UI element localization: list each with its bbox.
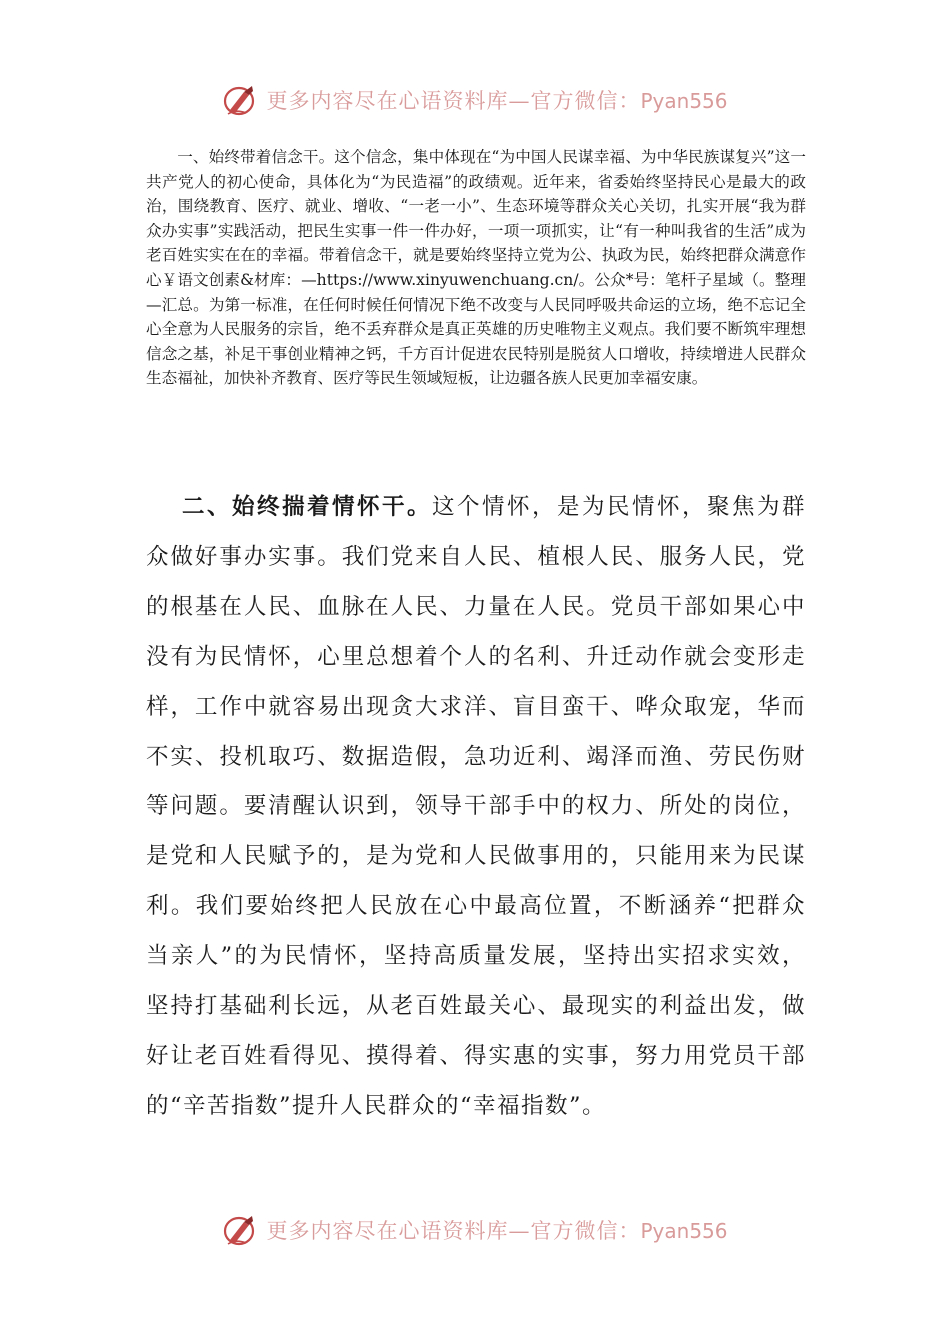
section-2-paragraph (146, 483, 806, 1132)
section-1-paragraph: 一、始终带着信念干。这个信念，集中体现在“为中国人民谋幸福、为中华民族谋复兴”这一共产党人的初心使命，具体化为“为民造福”的政绩观。近年来，省委始终坚持民心是最大的政治，围绕教育、医疗、就业、增收、“一老一小”、生态环境等群众关心关切，扎实开展“我为群众办实事”实践活动，把民生实事一件一件办好，一项一项抓实，让“有一种叫我省的生活”成为老百姓实实在在的幸福。带着信念干，就是要始终坚持立党为公、执政为民，始终把群众满意作心￥语文创素&材库：—https://www.xinyuwenchuang.cn/。公众*号：笔杆子星域（。整理—汇总。为第一标准，在任何时候任何情况下绝不改变与人民同呼吸共命运的立场，绝不忘记全心全意为人民服务的宗旨，绝不丢弃群众是真正英雄的历史唯物主义观点。我们要不断筑牢理想信念之基，补足干事创业精神之钙，千方百计促进农民特别是脱贫人口增收，持续增进人民群众生态福祉，加快补齐教育、医疗等民生领域短板，让边疆各族人民更加幸福安康。 (146, 148, 806, 388)
section-2-heading: 二、始终揣着情怀干。 (182, 494, 432, 520)
header-banner (0, 80, 950, 120)
section-2-body: 这个情怀，是为民情怀，聚焦为群众做好事办实事。我们党来自人民、植根人民、服务人民，党的根基在人民、血脉在人民、力量在人民。党员干部如果心中没有为民情怀，心里总想着个人的名利、升迁动作就会变形走样，工作中就容易出现贪大求洋、盲目蛮干、哗众取宠，华而不实、投机取巧、数据造假，急功近利、竭泽而渔、劳民伤财等问题。要清醒认识到，领导干部手中的权力、所处的岗位，是党和人民赋予的，是为党和人民做事用的，只能用来为民谋利。我们要始终把人民放在心中最高位置，不断涵养“把群众当亲人”的为民情怀，坚持高质量发展，坚持出实招求实效，坚持打基础利长远，从老百姓最关心、最现实的利益出发，做好让老百姓看得见、摸得着、得实惠的实事，努力用党员干部的“辛苦指数”提升人民群众的“幸福指数”。 (146, 494, 806, 1119)
pen-logo-icon (222, 83, 260, 117)
pen-logo-icon (222, 1213, 260, 1247)
header-wechat-id: Pyan556 (640, 89, 728, 113)
header-banner-text: 更多内容尽在心语资料库—官方微信：Pyan556 (266, 89, 728, 113)
footer-banner (0, 1210, 950, 1250)
footer-wechat-id: Pyan556 (640, 1219, 728, 1243)
footer-banner-text: 更多内容尽在心语资料库—官方微信：Pyan556 (266, 1219, 728, 1243)
